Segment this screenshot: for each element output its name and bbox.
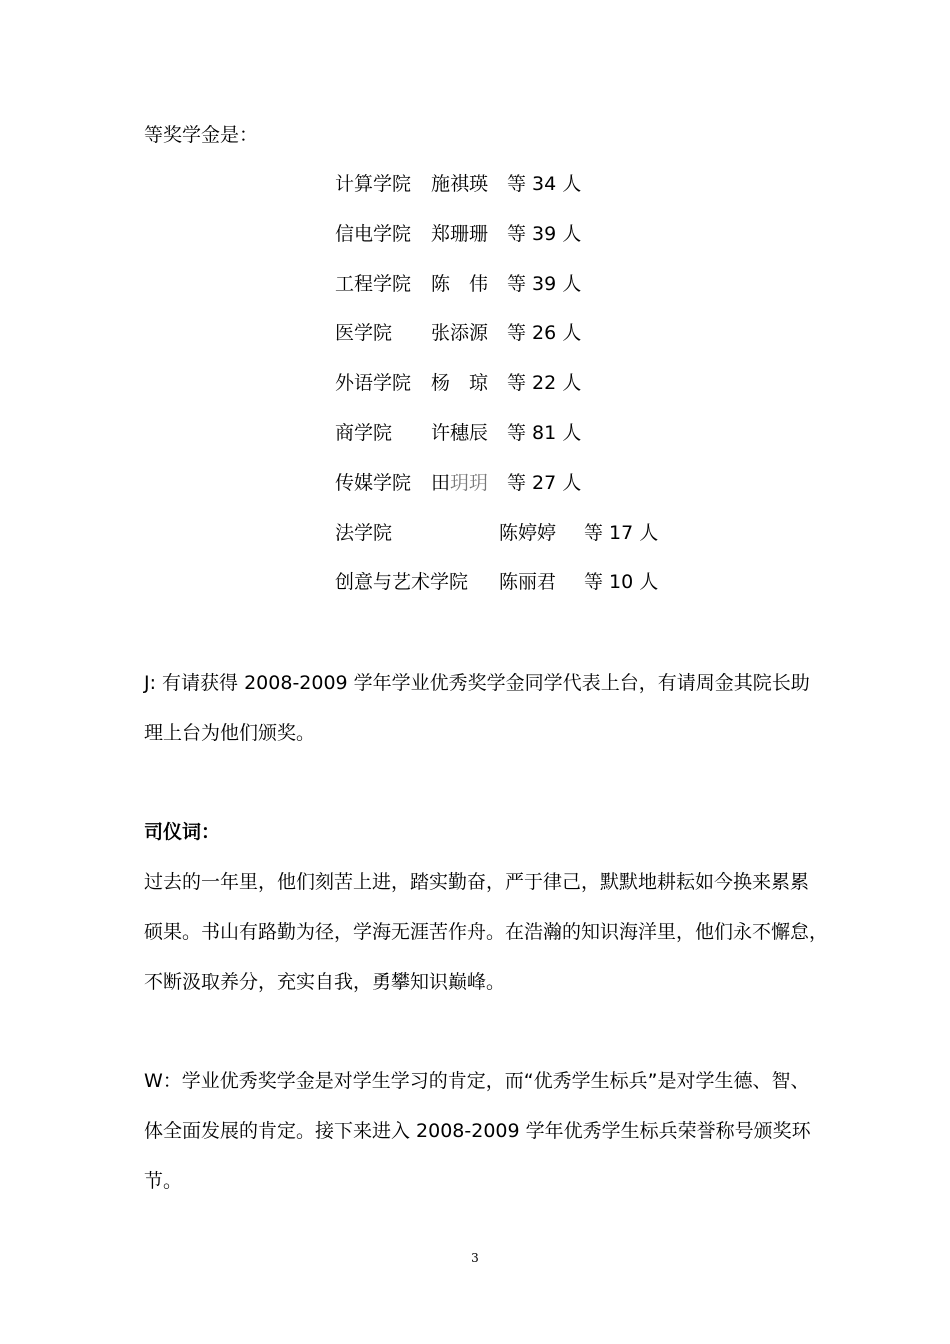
college-name: 计算学院 xyxy=(335,173,412,195)
college-name: 法学院 xyxy=(335,521,393,544)
recipient-count: 等 34 人 xyxy=(507,173,582,195)
w-paragraph-line: 体全面发展的肯定。接下来进入 2008-2009 学年优秀学生标兵荣誉称号颁奖环 xyxy=(144,1120,811,1142)
college-name: 医学院 xyxy=(335,322,393,345)
speech-paragraph-line: 硕果。书山有路勤为径，学海无涯苦作舟。在浩瀚的知识海洋里，他们永不懈怠， xyxy=(144,921,829,943)
list-item xyxy=(335,421,735,471)
w-paragraph-line: W：学业优秀奖学金是对学生学习的肯定，而“优秀学生标兵”是对学生德、智、 xyxy=(144,1070,810,1092)
recipient-count: 等 10 人 xyxy=(584,571,659,594)
speech-paragraph-line: 不断汲取养分，充实自我，勇攀知识巅峰。 xyxy=(144,971,506,993)
college-name: 外语学院 xyxy=(335,372,412,395)
student-name: 郑珊珊 xyxy=(431,222,489,245)
student-name-part: 玥玥 xyxy=(450,471,489,494)
student-name: 许穗辰 xyxy=(431,421,489,444)
page-number: 3 xyxy=(471,1251,479,1265)
list-item xyxy=(335,570,735,620)
section-heading: 司仪词： xyxy=(144,821,221,843)
recipient-count: 等 26 人 xyxy=(507,322,582,345)
list-item xyxy=(335,172,735,222)
recipient-count: 等 17 人 xyxy=(584,521,659,544)
list-item xyxy=(335,321,735,371)
student-name: 张添源 xyxy=(431,322,489,345)
student-name xyxy=(431,471,488,495)
student-name: 施祺瑛 xyxy=(431,173,489,195)
recipient-count: 等 22 人 xyxy=(507,372,582,395)
college-name: 工程学院 xyxy=(335,272,412,295)
list-item xyxy=(335,371,735,421)
student-name: 陈婷婷 xyxy=(499,521,557,544)
speech-paragraph-line: 过去的一年里，他们刻苦上进，踏实勤奋，严于律己，默默地耕耘如今换来累累 xyxy=(144,871,810,893)
list-item xyxy=(335,272,735,322)
recipient-count: 等 39 人 xyxy=(507,222,582,245)
j-paragraph-line: J: 有请获得 2008-2009 学年学业优秀奖学金同学代表上台，有请周金其院长助 xyxy=(144,672,810,694)
college-name: 商学院 xyxy=(335,421,393,444)
j-paragraph-line: 理上台为他们颁奖。 xyxy=(144,722,316,744)
student-name: 陈丽君 xyxy=(499,571,557,594)
recipient-count: 等 81 人 xyxy=(507,421,582,444)
student-name-part: 田 xyxy=(431,471,451,494)
recipient-list xyxy=(335,172,735,620)
recipient-count: 等 39 人 xyxy=(507,272,582,295)
college-name: 创意与艺术学院 xyxy=(335,571,469,594)
college-name: 传媒学院 xyxy=(335,471,412,494)
list-item xyxy=(335,521,735,571)
recipient-count: 等 27 人 xyxy=(507,471,582,494)
list-item xyxy=(335,222,735,272)
w-paragraph-line: 节。 xyxy=(144,1170,183,1192)
list-item xyxy=(335,471,735,521)
student-name: 杨 琼 xyxy=(431,372,489,395)
college-name: 信电学院 xyxy=(335,222,412,245)
intro-line: 等奖学金是： xyxy=(144,124,259,146)
student-name: 陈 伟 xyxy=(431,272,489,295)
